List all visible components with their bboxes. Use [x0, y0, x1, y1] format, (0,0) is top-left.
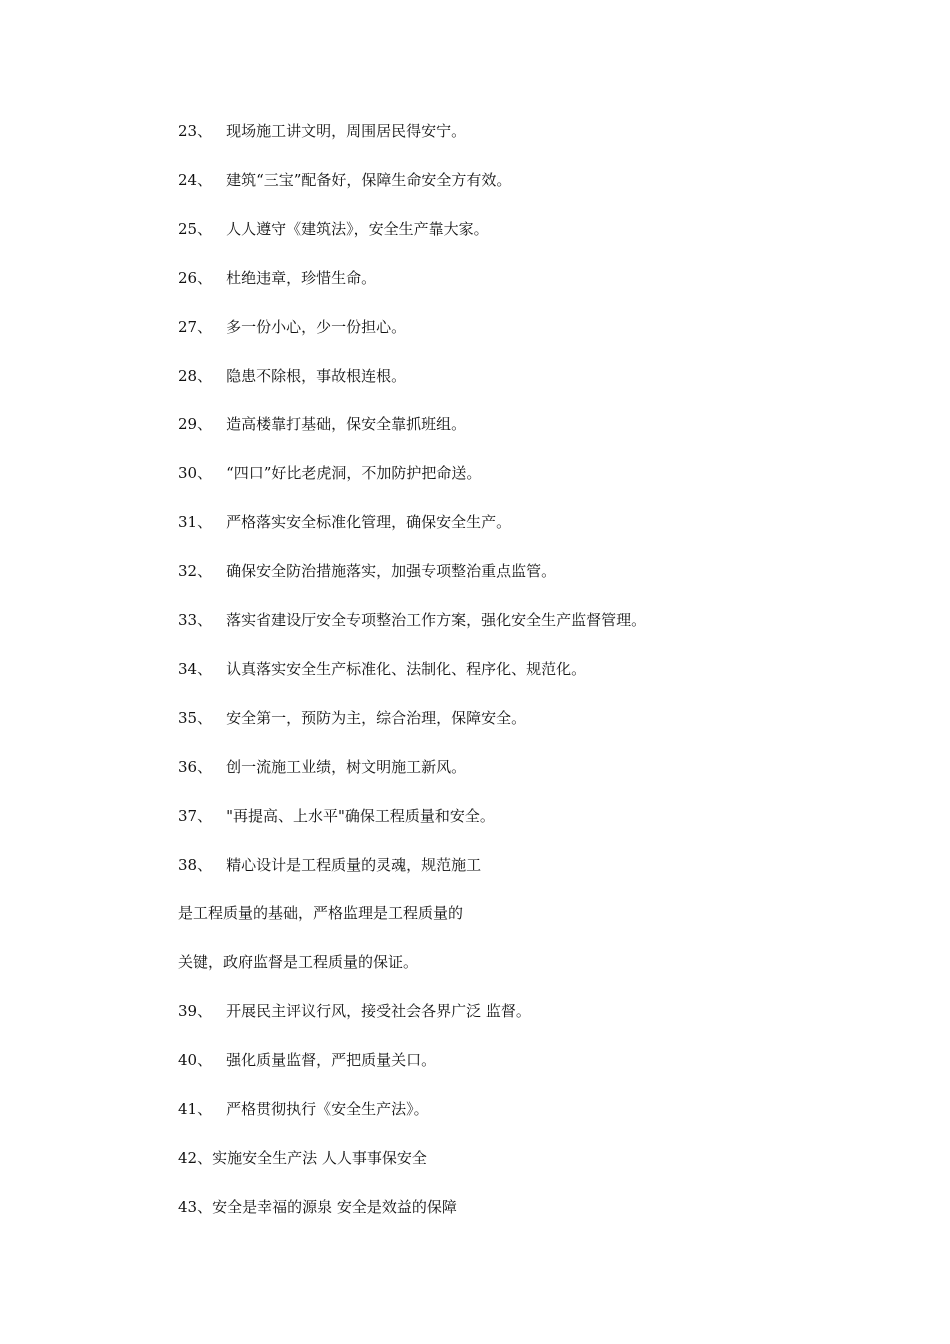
document-line [178, 606, 646, 634]
document-line [178, 802, 495, 830]
item-number: 29、 [178, 415, 213, 434]
item-number: 26、 [178, 268, 213, 287]
item-number: 34、 [178, 659, 213, 678]
item-text: 实施安全生产法 人人事事保安全 [212, 1148, 427, 1167]
document-line [178, 459, 481, 487]
document-line [178, 508, 511, 536]
item-text: 认真落实安全生产标准化、法制化、程序化、规范化。 [226, 659, 587, 678]
item-number: 24、 [178, 170, 213, 189]
document-line [178, 1095, 429, 1123]
document-line [178, 215, 489, 243]
document-line [178, 655, 586, 683]
document-line [178, 1144, 427, 1172]
document-line [178, 166, 511, 194]
item-number: 31、 [178, 513, 213, 532]
item-text: 是工程质量的基础，严格监理是工程质量的 [178, 904, 464, 923]
item-number: 35、 [178, 708, 213, 727]
item-number: 41、 [178, 1100, 213, 1118]
item-number: 36、 [178, 757, 213, 776]
item-text: 创一流施工业绩，树文明施工新风。 [226, 757, 467, 776]
item-number: 39、 [178, 1002, 213, 1021]
item-number: 23、 [178, 122, 213, 140]
item-text: 确保安全防治措施落实，加强专项整治重点监管。 [226, 562, 557, 581]
item-number: 28、 [178, 366, 213, 385]
item-number: 37、 [178, 806, 213, 825]
item-number: 43、 [178, 1197, 213, 1216]
item-number: 40、 [178, 1051, 213, 1070]
document-line [178, 557, 556, 585]
item-text: 精心设计是工程质量的灵魂，规范施工 [226, 855, 482, 874]
item-text: 开展民主评议行风，接受社会各界广泛 监督。 [226, 1002, 531, 1021]
item-text: 安全是幸福的源泉 安全是效益的保障 [212, 1197, 457, 1216]
document-line [178, 704, 526, 732]
document-line [178, 948, 418, 976]
item-number: 30、 [178, 464, 213, 483]
document-line [178, 1193, 457, 1221]
item-number: 27、 [178, 317, 213, 336]
item-text: 人人遵守《建筑法》，安全生产靠大家。 [226, 219, 489, 238]
document-line [178, 851, 481, 879]
document-line [178, 997, 531, 1025]
document-line [178, 1046, 436, 1074]
item-number: 38、 [178, 855, 213, 874]
item-text: 建筑“三宝”配备好，保障生命安全方有效。 [226, 170, 512, 189]
item-text: 严格贯彻执行《安全生产法》。 [226, 1100, 429, 1118]
item-text: 落实省建设厅安全专项整治工作方案，强化安全生产监督管理。 [226, 611, 647, 629]
item-text: 多一份小心，少一份担心。 [226, 317, 407, 336]
document-line [178, 753, 466, 781]
document-line [178, 362, 406, 390]
document-line [178, 264, 376, 292]
item-text: “四口”好比老虎洞，不加防护把命送。 [226, 464, 482, 483]
document-line [178, 899, 463, 927]
item-text: 隐患不除根，事故根连根。 [226, 366, 407, 385]
item-text: 造高楼靠打基础，保安全靠抓班组。 [226, 415, 467, 434]
document-line [178, 410, 466, 438]
item-text: 杜绝违章，珍惜生命。 [226, 268, 377, 287]
item-text: 关键，政府监督是工程质量的保证。 [178, 953, 419, 972]
item-text: 严格落实安全标准化管理，确保安全生产。 [226, 513, 512, 532]
item-number: 25、 [178, 219, 213, 238]
document-line [178, 313, 406, 341]
item-text: 现场施工讲文明，周围居民得安宁。 [226, 122, 467, 140]
item-number: 32、 [178, 562, 213, 581]
item-text: 安全第一，预防为主，综合治理，保障安全。 [226, 708, 527, 727]
item-text: "再提高、上水平"确保工程质量和安全。 [226, 806, 495, 825]
item-number: 33、 [178, 611, 213, 629]
item-number: 42、 [178, 1148, 213, 1167]
document-line [178, 117, 466, 145]
item-text: 强化质量监督，严把质量关口。 [226, 1051, 437, 1070]
